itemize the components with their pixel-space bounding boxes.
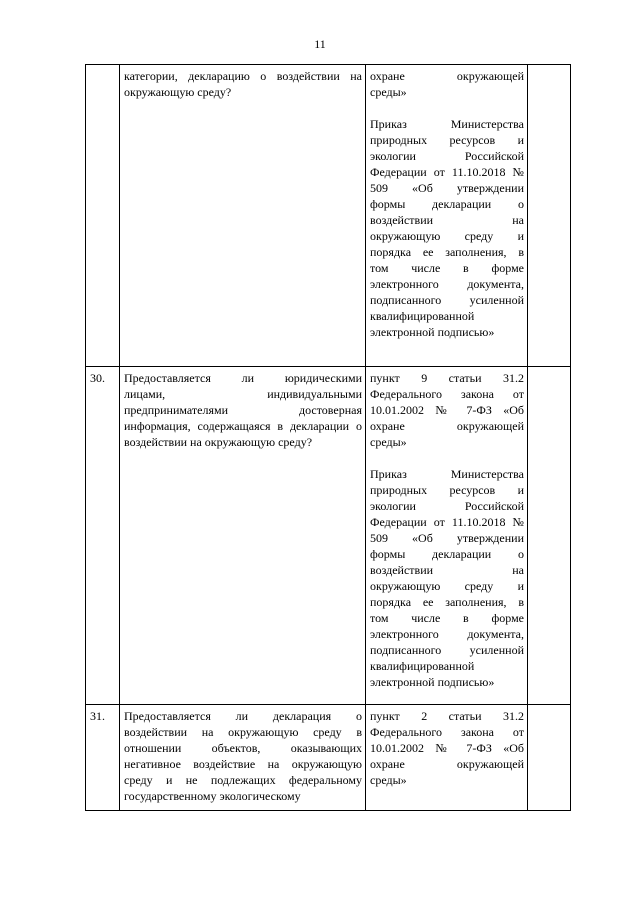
legal-reference-line: среды» — [370, 85, 407, 99]
legal-reference-line: подписанного усиленной — [370, 643, 524, 657]
question-line: воздействии на окружающую среду? — [124, 435, 313, 449]
legal-reference-line: порядка ее заполнения, в — [370, 595, 524, 609]
legal-reference-line: том числе в форме — [370, 261, 524, 275]
legal-reference-line: электронной подписью» — [370, 675, 495, 689]
question-line: Предоставляется ли декларация о — [124, 709, 362, 723]
legal-reference-line: порядка ее заполнения, в — [370, 245, 524, 259]
page-number: 11 — [314, 37, 326, 51]
table-row — [86, 367, 571, 705]
legal-reference-line: квалифицированной — [370, 659, 475, 673]
legal-reference-line: 10.01.2002 № 7-ФЗ «Об — [370, 741, 524, 755]
question-cell — [120, 705, 366, 811]
legal-reference-line: Федерации от 11.10.2018 № — [370, 515, 524, 529]
legal-reference-line: воздействии на — [370, 213, 524, 227]
legal-reference-line: охране окружающей — [370, 69, 524, 83]
legal-reference-line: охране окружающей — [370, 419, 524, 433]
answer-cell[interactable] — [528, 367, 571, 705]
legal-reference-line: воздействии на — [370, 563, 524, 577]
question-line: государственному экологическому — [124, 789, 301, 803]
legal-reference-line: окружающую среду и — [370, 229, 524, 243]
legal-reference-line: охране окружающей — [370, 757, 524, 771]
legal-reference-paragraph — [370, 68, 524, 100]
row-number-cell: 31. — [86, 705, 120, 811]
legal-reference-line: среды» — [370, 435, 407, 449]
legal-reference-paragraph — [370, 116, 524, 340]
question-line: воздействии на окружающую среду в — [124, 725, 362, 739]
legal-reference-line: пункт 2 статьи 31.2 — [370, 709, 524, 723]
legal-reference-line: Федерального закона от — [370, 725, 524, 739]
legal-reference-line: пункт 9 статьи 31.2 — [370, 371, 524, 385]
checklist-table-body — [86, 65, 571, 811]
legal-reference-line: электронной подписью» — [370, 325, 495, 339]
question-line: отношении объектов, оказывающих — [124, 741, 362, 755]
legal-reference-line: 10.01.2002 № 7-ФЗ «Об — [370, 403, 524, 417]
legal-reference-cell — [366, 705, 528, 811]
legal-reference-line: формы декларации о — [370, 197, 524, 211]
legal-reference-line: экологии Российской — [370, 499, 524, 513]
question-line: Предоставляется ли юридическими — [124, 371, 362, 385]
legal-reference-line: природных ресурсов и — [370, 133, 524, 147]
legal-reference-paragraph — [370, 466, 524, 690]
legal-reference-line: Федерального закона от — [370, 387, 524, 401]
question-cell — [120, 65, 366, 367]
legal-reference-line: 509 «Об утверждении — [370, 181, 524, 195]
legal-reference-line: среды» — [370, 773, 407, 787]
legal-reference-line: 509 «Об утверждении — [370, 531, 524, 545]
legal-reference-line: формы декларации о — [370, 547, 524, 561]
legal-reference-line: подписанного усиленной — [370, 293, 524, 307]
question-line: лицами, индивидуальными — [124, 387, 362, 401]
question-line: категории, декларацию о воздействии на — [124, 69, 362, 83]
legal-reference-line: окружающую среду и — [370, 579, 524, 593]
question-line: окружающую среду? — [124, 85, 232, 99]
row-number-cell — [86, 65, 120, 367]
question-line: информация, содержащаяся в декларации о — [124, 419, 362, 433]
legal-reference-line: Федерации от 11.10.2018 № — [370, 165, 524, 179]
table-row — [86, 705, 571, 811]
legal-reference-paragraph — [370, 708, 524, 788]
legal-reference-line: квалифицированной — [370, 309, 475, 323]
answer-cell[interactable] — [528, 705, 571, 811]
question-line: среду и не подлежащих федеральному — [124, 773, 362, 787]
table-row — [86, 65, 571, 367]
legal-reference-line: том числе в форме — [370, 611, 524, 625]
checklist-table — [85, 64, 571, 811]
legal-reference-line: Приказ Министерства — [370, 117, 524, 131]
legal-reference-cell — [366, 65, 528, 367]
answer-cell[interactable] — [528, 65, 571, 367]
row-number-cell: 30. — [86, 367, 120, 705]
legal-reference-line: экологии Российской — [370, 149, 524, 163]
legal-reference-paragraph — [370, 370, 524, 450]
legal-reference-cell — [366, 367, 528, 705]
legal-reference-line: природных ресурсов и — [370, 483, 524, 497]
legal-reference-line: электронного документа, — [370, 627, 524, 641]
question-line: предпринимателями достоверная — [124, 403, 362, 417]
question-line: негативное воздействие на окружающую — [124, 757, 362, 771]
legal-reference-line: Приказ Министерства — [370, 467, 524, 481]
question-cell — [120, 367, 366, 705]
legal-reference-line: электронного документа, — [370, 277, 524, 291]
